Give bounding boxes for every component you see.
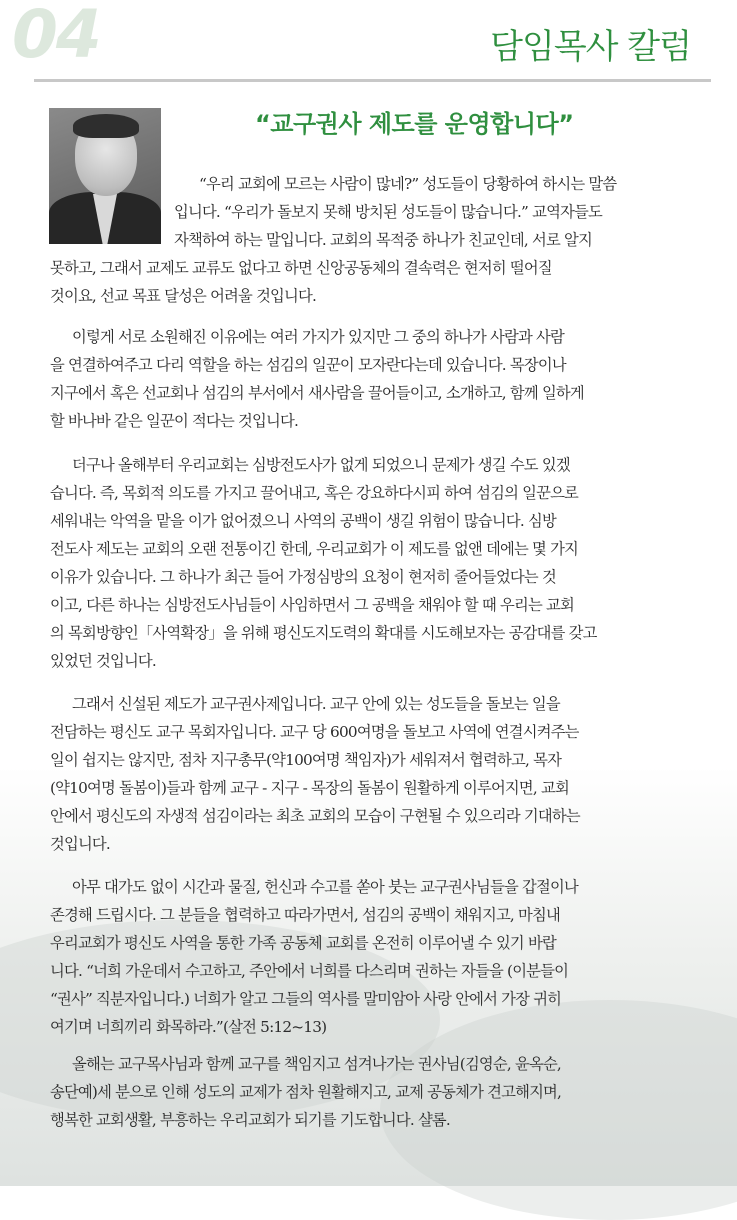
portrait-hair: [73, 114, 139, 138]
article-line: 습니다. 즉, 목회적 의도를 가지고 끌어내고, 혹은 강요하다시피 하여 섬김의 일꾼으로: [50, 484, 579, 502]
article-line: 전담하는 평신도 교구 목회자입니다. 교구 당 600여명을 돌보고 사역에 연결시켜주는: [50, 723, 579, 741]
article-line: 이고, 다른 하나는 심방전도사님들이 사임하면서 그 공백을 채워야 할 때 우리는 교회: [50, 596, 574, 614]
article-line: 의 목회방향인「사역확장」을 위해 평신도지도력의 확대를 시도해보자는 공감대를 갖고: [50, 624, 597, 642]
article-line: 전도사 제도는 교회의 오랜 전통이긴 한데, 우리교회가 이 제도를 없앤 데에는 몇 가지: [50, 540, 579, 558]
page-number: 04: [12, 0, 100, 73]
article-line: (약10여명 돌봄이)들과 함께 교구 - 지구 - 목장의 돌봄이 원활하게 이루어지면, 교회: [50, 779, 569, 797]
article-line: 니다. “너희 가운데서 수고하고, 주안에서 너희를 다스리며 권하는 자들을 (이분들이: [50, 962, 569, 980]
article-line: 있었던 것입니다.: [50, 652, 156, 670]
article-line: 일이 쉽지는 않지만, 점차 지구총무(약100여명 책임자)가 세워져서 협력하고, 목자: [50, 751, 562, 769]
article-line: 존경해 드립시다. 그 분들을 협력하고 따라가면서, 섬김의 공백이 채워지고, 마침내: [50, 906, 560, 924]
article-line: 이유가 있습니다. 그 하나가 최근 들어 가정심방의 요청이 현저히 줄어들었다는 것: [50, 568, 556, 586]
article-title: “교구권사 제도를 운영합니다”: [255, 110, 574, 138]
article-line: 못하고, 그래서 교제도 교류도 없다고 하면 신앙공동체의 결속력은 현저히 떨어질: [50, 259, 552, 277]
article-line: 것이요, 선교 목표 달성은 어려울 것입니다.: [50, 287, 317, 305]
article-line: “권사” 직분자입니다.) 너희가 알고 그들의 역사를 말미암아 사랑 안에서 가장 귀히: [50, 990, 562, 1008]
article-line: 입니다. “우리가 돌보지 못해 방치된 성도들이 많습니다.” 교역자들도: [174, 203, 602, 221]
article-line: 그래서 신설된 제도가 교구권사제입니다. 교구 안에 있는 성도들을 돌보는 일을: [72, 695, 560, 713]
article-line: 세워내는 악역을 맡을 이가 없어졌으니 사역의 공백이 생길 위험이 많습니다. 심방: [50, 512, 556, 530]
article-line: 할 바나바 같은 일꾼이 적다는 것입니다.: [50, 412, 299, 430]
article-line: 을 연결하여주고 다리 역할을 하는 섬김의 일꾼이 모자란다는데 있습니다. 목장이나: [50, 356, 566, 374]
article-line: 우리교회가 평신도 사역을 통한 가족 공동체 교회를 온전히 이루어낼 수 있기 바랍: [50, 934, 556, 952]
article-line: 것입니다.: [50, 835, 110, 853]
article-line: 올해는 교구목사님과 함께 교구를 책임지고 섬겨나가는 권사님(김영순, 윤옥순,: [72, 1055, 561, 1073]
article-line: 지구에서 혹은 선교회나 섬김의 부서에서 새사람을 끌어들이고, 소개하고, 함께 일하게: [50, 384, 584, 402]
article-line: 송단예)세 분으로 인해 성도의 교제가 점차 원활해지고, 교제 공동체가 견고해지며,: [50, 1083, 562, 1101]
article-line: 여기며 너희끼리 화목하라.”(살전 5:12~13): [50, 1018, 327, 1036]
article-line: 더구나 올해부터 우리교회는 심방전도사가 없게 되었으니 문제가 생길 수도 있겠: [72, 456, 570, 474]
article-line: “우리 교회에 모르는 사람이 많네?” 성도들이 당황하여 하시는 말씀: [199, 175, 617, 193]
header-divider: [34, 79, 711, 82]
pastor-portrait: [49, 108, 161, 244]
article-line: 안에서 평신도의 자생적 섬김이라는 최초 교회의 모습이 구현될 수 있으리라 기대하는: [50, 807, 580, 825]
section-title: 담임목사 칼럼: [490, 27, 691, 67]
article-line: 행복한 교회생활, 부흥하는 우리교회가 되기를 기도합니다. 샬롬.: [50, 1111, 450, 1129]
article-line: 이렇게 서로 소원해진 이유에는 여러 가지가 있지만 그 중의 하나가 사람과 사람: [72, 328, 564, 346]
article-line: 자책하여 하는 말입니다. 교회의 목적중 하나가 친교인데, 서로 알지: [174, 231, 592, 249]
article-line: 아무 대가도 없이 시간과 물질, 헌신과 수고를 쏟아 붓는 교구권사님들을 갑절이나: [72, 878, 578, 896]
